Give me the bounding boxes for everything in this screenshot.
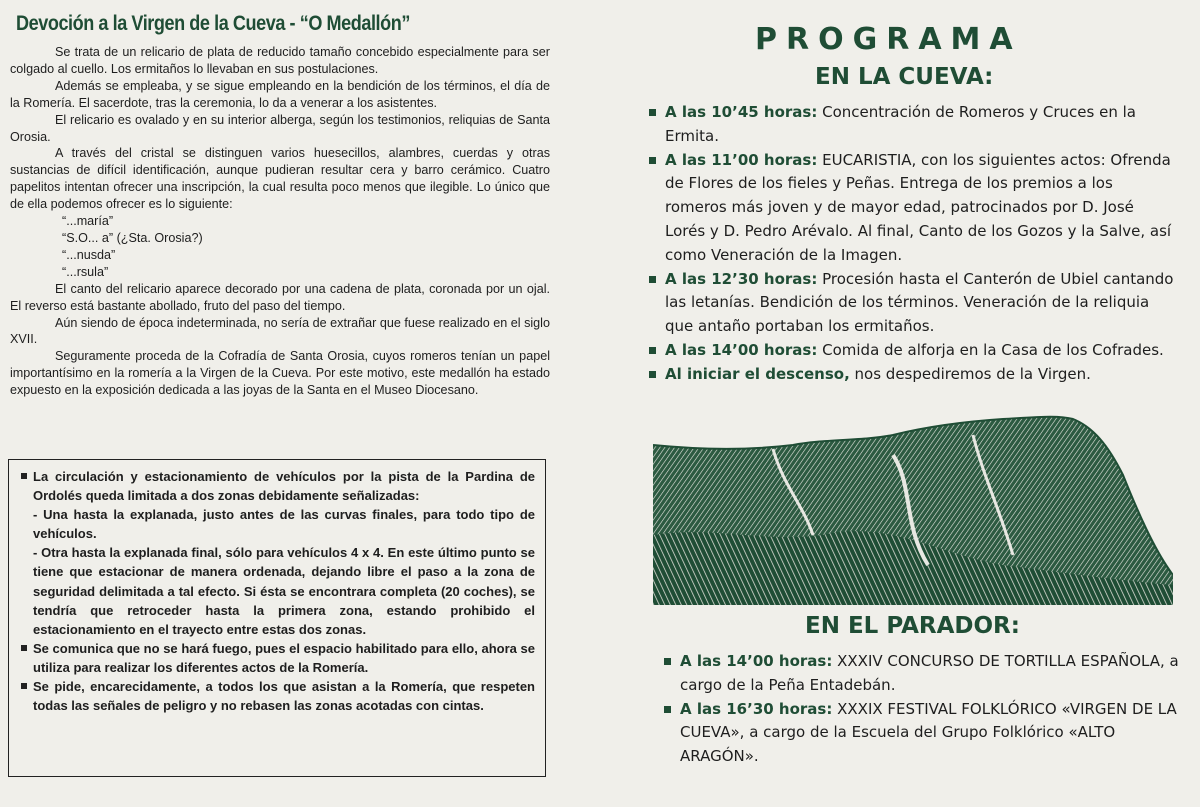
schedule-item — [645, 101, 1175, 149]
schedule-time: A las 16’30 horas: — [680, 699, 833, 718]
square-bullet-icon — [649, 109, 656, 116]
inscription-line: “...maría” — [62, 214, 114, 229]
square-bullet-icon — [664, 706, 671, 713]
inscription-line: “...rsula” — [62, 264, 109, 279]
notice-item — [21, 639, 535, 677]
schedule-text: EUCARISTIA, con los siguientes actos: Ofrenda de Flores de los fieles y Peñas. Entrega de los premios a los romeros más joven y de mayor edad, patrocinados por D. José Lorés y D. Pedro Arévalo. Al final, Canto de los Gozos y la Salve, así como Veneración de la Imagen. — [665, 150, 1172, 264]
article-paragraph: El canto del relicario aparece decorado por una cadena de plata, coronada por un ojal. El reverso está bastante abollado, fruto del paso del tiempo. — [10, 281, 550, 313]
notice-subitem: - Otra hasta la explanada final, sólo para vehículos 4 x 4. En este último punto se tiene que estacionar de manera ordenada, dejando libre el paso a la zona de seguridad delimitada a tal efecto. Si ésta se encontrara completa (20 coches), se tendría que retroceder hasta la primera zona, estando prohibido el estacionamiento en el trayecto entre estas dos zonas. — [33, 545, 535, 637]
article-paragraph: A través del cristal se distinguen varios huesecillos, alambres, cuerdas y otras sustancias de difícil identificación, aunque pudieran resultar cera y barro cerámico. Cuatro papelitos intentan ofrecer una inscripción, la cual resulta poco menos que ilegible. Lo único que de ella podemos ofrecer es lo siguiente: — [10, 146, 550, 212]
cueva-schedule — [645, 101, 1175, 387]
notice-item-text: Se comunica que no se hará fuego, pues el espacio habilitado para ello, ahora se utiliza para realizar los diferentes actos de la Romería. — [33, 640, 535, 675]
schedule-text: Procesión hasta el Canterón de Ubiel cantando las letanías. Bendición de los términos. Veneración de la reliquia que antaño portaban los ermitaños. — [665, 269, 1174, 336]
square-bullet-icon — [649, 347, 656, 354]
inscription-line: “S.O... a” (¿Sta. Orosia?) — [62, 230, 203, 245]
programa-title: PROGRAMA — [755, 22, 1022, 57]
square-bullet-icon — [649, 157, 656, 164]
schedule-text: nos despediremos de la Virgen. — [849, 364, 1091, 383]
notice-item-text: Se pide, encarecidamente, a todos los que asistan a la Romería, que respeten todas las señales de peligro y no rebasen las zonas acotadas con cintas. — [33, 679, 535, 714]
schedule-time: A las 12’30 horas: — [665, 269, 818, 288]
schedule-time: A las 14’00 horas: — [665, 340, 818, 359]
article-paragraph: Se trata de un relicario de plata de reducido tamaño concebido especialmente para ser colgado al cuello. Los ermitaños lo llevaban en sus postulaciones. — [10, 45, 550, 76]
notice-subitem: - Una hasta la explanada, justo antes de las curvas finales, para todo tipo de vehículos. — [33, 507, 535, 542]
schedule-time: A las 14’00 horas: — [680, 652, 833, 670]
schedule-text: Comida de alforja en la Casa de los Cofrades. — [817, 340, 1164, 359]
schedule-item — [660, 650, 1190, 698]
schedule-item — [645, 363, 1175, 387]
square-bullet-icon — [21, 473, 27, 479]
square-bullet-icon — [649, 276, 656, 283]
schedule-text: Concentración de Romeros y Cruces en la Ermita. — [665, 103, 1136, 145]
article-paragraph: Además se empleaba, y se sigue empleando en la bendición de los términos, el día de la Romería. El sacerdote, tras la ceremonia, lo da a venerar a los asistentes. — [10, 78, 550, 110]
schedule-item — [660, 698, 1190, 769]
schedule-item — [645, 268, 1175, 339]
square-bullet-icon — [649, 371, 656, 378]
mountain-illustration — [653, 415, 1173, 605]
article-body — [10, 44, 550, 399]
article-paragraph: Seguramente proceda de la Cofradía de Santa Orosia, cuyos romeros tenían un papel importantísimo en la romería a la Virgen de la Cueva. Por este motivo, este medallón ha estado expuesto en la exposición dedicada a las joyas de la Santa en el Museo Diocesano. — [10, 349, 550, 398]
article-title: Devoción a la Virgen de la Cueva - “O Medallón” — [16, 12, 410, 35]
article-paragraph: El relicario es ovalado y en su interior alberga, según los testimonios, reliquias de Santa Orosia. — [10, 112, 550, 144]
notice-box — [8, 459, 546, 777]
schedule-item — [645, 149, 1175, 268]
notice-item — [21, 467, 535, 639]
schedule-time: A las 10’45 horas: — [665, 103, 818, 121]
schedule-item — [645, 339, 1175, 363]
square-bullet-icon — [664, 658, 671, 665]
schedule-time: A las 11’00 horas: — [665, 150, 818, 169]
schedule-text: XXXIX FESTIVAL FOLKLÓRICO «VIRGEN DE LA CUEVA», a cargo de la Escuela del Grupo Folklórico «ALTO ARAGÓN». — [680, 699, 1177, 766]
article-paragraph: Aún siendo de época indeterminada, no sería de extrañar que fuese realizado en el siglo XVII. — [10, 315, 550, 347]
parador-heading: EN EL PARADOR: — [805, 613, 1020, 639]
square-bullet-icon — [21, 645, 27, 651]
schedule-text: XXXIV CONCURSO DE TORTILLA ESPAÑOLA, a cargo de la Peña Entadebán. — [680, 652, 1179, 694]
square-bullet-icon — [21, 683, 27, 689]
article — [10, 12, 550, 399]
programa — [605, 0, 1195, 807]
parador-schedule — [660, 650, 1190, 769]
notice-item-text: La circulación y estacionamiento de vehículos por la pista de la Pardina de Ordolés queda limitada a dos zonas debidamente señalizadas: — [33, 469, 535, 504]
cueva-heading: EN LA CUEVA: — [815, 64, 994, 90]
inscription-line: “...nusda” — [62, 247, 116, 262]
notice-item — [21, 677, 535, 715]
schedule-time: Al iniciar el descenso, — [665, 364, 850, 383]
